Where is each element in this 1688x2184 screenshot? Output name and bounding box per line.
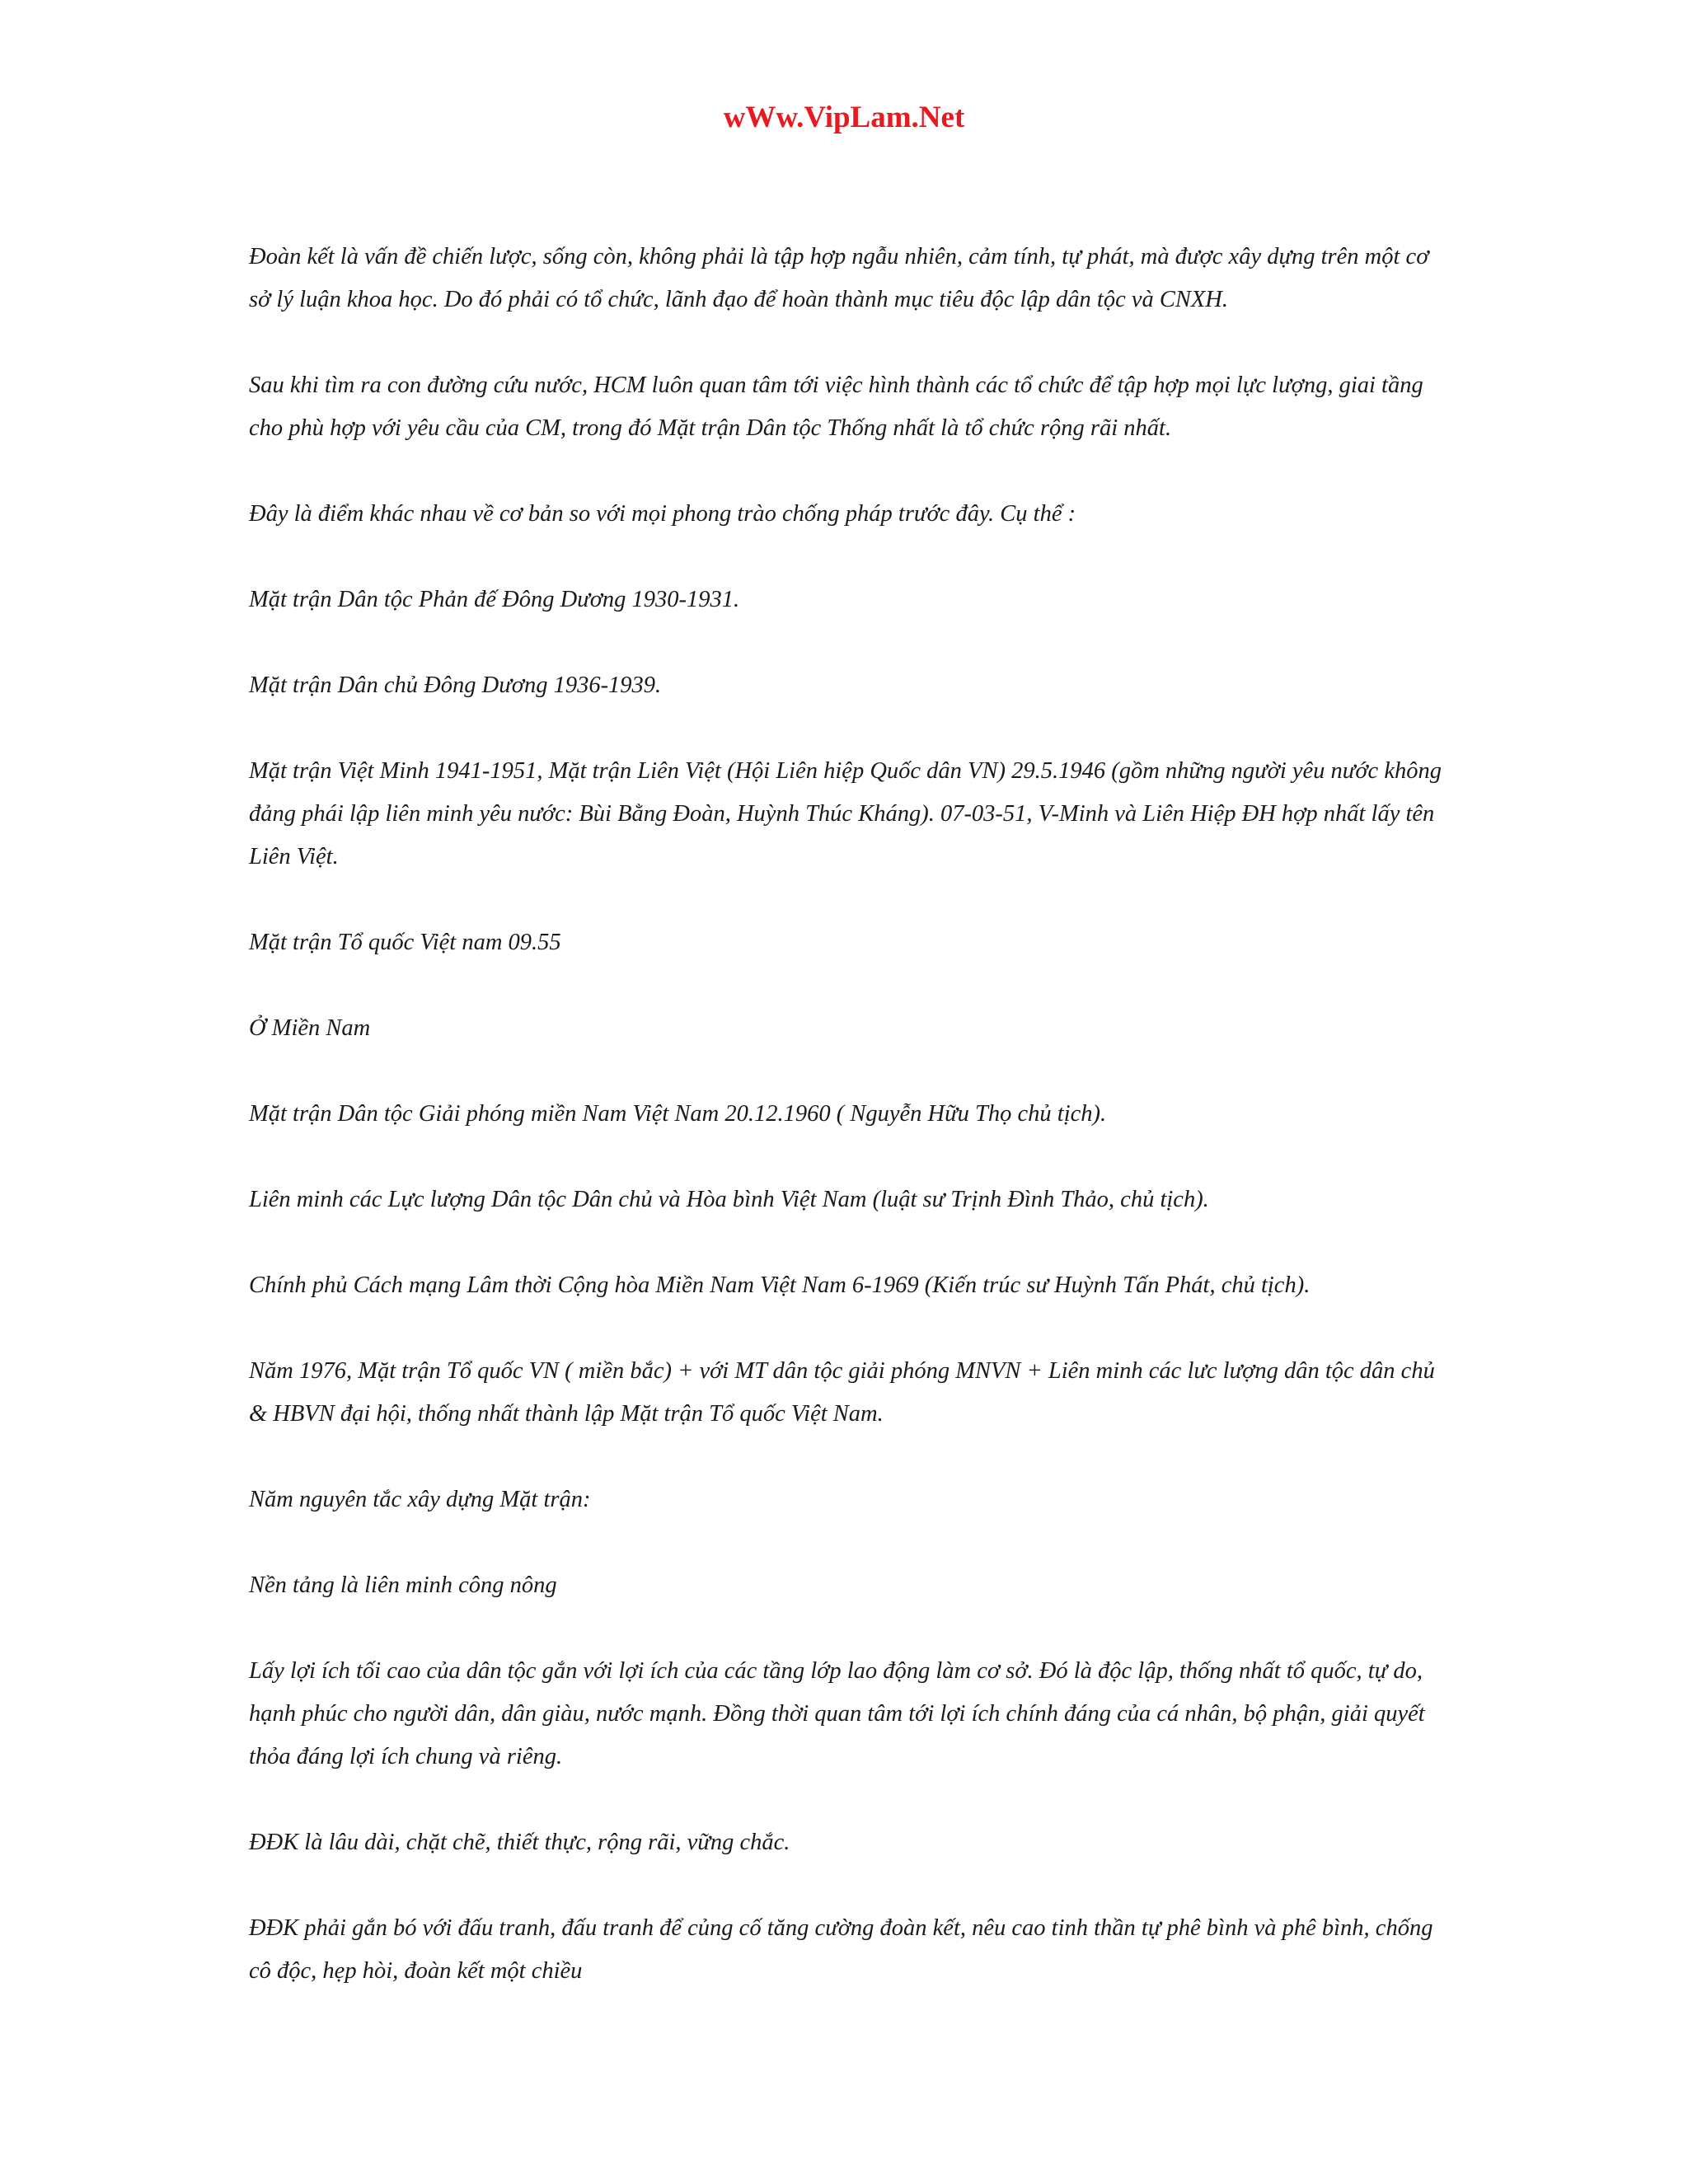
site-header[interactable]: wWw.VipLam.Net <box>723 101 965 134</box>
document-body <box>249 236 1444 2036</box>
paragraph-o-mien-nam: Ở Miền Nam <box>249 1015 371 1041</box>
paragraph-ddk-lau-dai: ĐĐK là lâu dài, chặt chẽ, thiết thực, rộng rãi, vững chắc. <box>249 1830 790 1855</box>
paragraph-ddk-dau-tranh: ĐĐK phải gắn bó với đấu tranh, đấu tranh để củng cố tăng cường đoàn kết, nêu cao tinh thần tự phê bình và phê bình, chống cô độc, hẹp hòi, đoàn kết một chiều <box>249 1915 1433 1984</box>
paragraph-mat-tran-dan-chu: Mặt trận Dân chủ Đông Dương 1936-1939. <box>249 673 662 698</box>
paragraph-mat-tran-phan-de: Mặt trận Dân tộc Phản đế Đông Dương 1930-1931. <box>249 587 740 612</box>
paragraph-lien-minh-hoa-binh: Liên minh các Lực lượng Dân tộc Dân chủ và Hòa bình Việt Nam (luật sư Trịnh Đình Thảo, chủ tịch). <box>249 1187 1209 1212</box>
paragraph-nam-1976: Năm 1976, Mặt trận Tổ quốc VN ( miền bắc) + với MT dân tộc giải phóng MNVN + Liên minh các lưc lượng dân tộc dân chủ & HBVN đại hội, thống nhất thành lập Mặt trận Tổ quốc Việt Nam. <box>249 1358 1435 1427</box>
paragraph-mat-tran-viet-minh: Mặt trận Việt Minh 1941-1951, Mặt trận Liên Việt (Hội Liên hiệp Quốc dân VN) 29.5.1946 (gồm những người yêu nước không đảng phái lập liên minh yêu nước: Bùi Bằng Đoàn, Huỳnh Thúc Kháng). 07-03-51, V-Minh và Liên Hiệp ĐH hợp nhất lấy tên Liên Việt. <box>249 758 1442 869</box>
paragraph-diem-khac-nhau: Đây là điểm khác nhau về cơ bản so với mọi phong trào chống pháp trước đây. Cụ thể : <box>249 501 1076 527</box>
paragraph-mat-tran-giai-phong: Mặt trận Dân tộc Giải phóng miền Nam Việt Nam 20.12.1960 ( Nguyễn Hữu Thọ chủ tịch). <box>249 1101 1107 1127</box>
paragraph-chinh-phu-lam-thoi: Chính phủ Cách mạng Lâm thời Cộng hòa Miền Nam Việt Nam 6-1969 (Kiến trúc sư Huỳnh Tấn Phát, chủ tịch). <box>249 1272 1311 1298</box>
paragraph-mat-tran-to-quoc-1955: Mặt trận Tổ quốc Việt nam 09.55 <box>249 930 561 955</box>
paragraph-nen-tang-cong-nong: Nền tảng là liên minh công nông <box>249 1572 557 1598</box>
paragraph-nam-nguyen-tac: Năm nguyên tắc xây dựng Mặt trận: <box>249 1487 591 1512</box>
paragraph-doan-ket-chien-luoc: Đoàn kết là vấn đề chiến lược, sống còn, không phải là tập hợp ngẫu nhiên, cảm tính, tự phát, mà được xây dựng trên một cơ sở lý luận khoa học. Do đó phải có tổ chức, lãnh đạo để hoàn thành mục tiêu độc lập dân tộc và CNXH. <box>249 244 1429 312</box>
paragraph-loi-ich-toi-cao: Lấy lợi ích tối cao của dân tộc gắn với lợi ích của các tầng lớp lao động làm cơ sở. Đó là độc lập, thống nhất tổ quốc, tự do, hạnh phúc cho người dân, dân giàu, nước mạnh. Đồng thời quan tâm tới lợi ích chính đáng của cá nhân, bộ phận, giải quyết thỏa đáng lợi ích chung và riêng. <box>249 1658 1425 1769</box>
paragraph-hcm-to-chuc: Sau khi tìm ra con đường cứu nước, HCM luôn quan tâm tới việc hình thành các tổ chức để tập hợp mọi lực lượng, giai tầng cho phù hợp với yêu cầu của CM, trong đó Mặt trận Dân tộc Thống nhất là tổ chức rộng rãi nhất. <box>249 373 1423 441</box>
